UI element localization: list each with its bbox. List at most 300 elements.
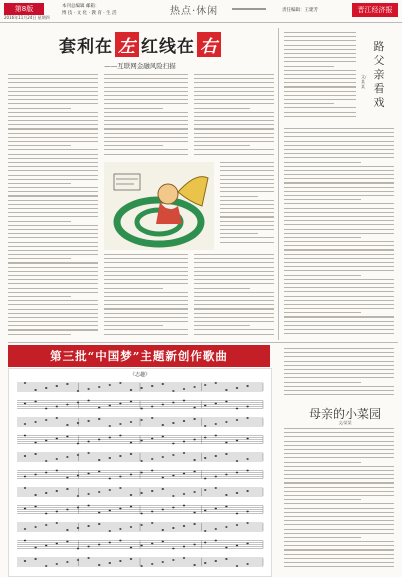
music-note	[225, 401, 227, 403]
text-line	[104, 329, 188, 330]
music-note	[109, 384, 111, 386]
music-note	[77, 422, 79, 424]
text-lines	[8, 74, 98, 335]
text-lines	[284, 32, 356, 117]
music-note	[77, 559, 79, 561]
text-line	[284, 157, 394, 158]
text-line	[284, 462, 361, 463]
music-note	[162, 541, 164, 543]
music-note	[183, 546, 185, 548]
music-note	[130, 442, 132, 444]
music-note	[162, 477, 164, 479]
text-line	[284, 441, 394, 442]
music-note	[87, 525, 89, 527]
text-line	[8, 133, 98, 134]
text-line	[104, 258, 188, 259]
text-line	[104, 112, 188, 113]
text-line	[284, 537, 361, 538]
text-line	[104, 262, 188, 263]
text-line	[104, 91, 188, 92]
text-line	[284, 457, 394, 458]
music-note	[130, 474, 132, 476]
text-line	[284, 153, 394, 154]
music-note	[34, 421, 36, 423]
text-line	[8, 141, 98, 142]
music-note	[140, 419, 142, 421]
music-note	[215, 423, 217, 425]
editor-credit: 责任编辑：王建芳	[282, 8, 318, 13]
music-note	[109, 437, 111, 439]
headline-part-1: 套利在	[59, 37, 113, 57]
text-line	[8, 103, 98, 104]
text-line	[8, 233, 98, 234]
music-note	[172, 495, 174, 497]
music-note	[98, 544, 100, 546]
text-line	[284, 57, 356, 58]
text-line	[8, 309, 98, 310]
text-line	[194, 288, 250, 289]
essay-column-top	[284, 32, 356, 124]
text-line	[284, 558, 394, 559]
header-line-2: 博 技 · 文 化 · 教 育 · 生 活	[62, 11, 117, 16]
music-note	[225, 558, 227, 560]
music-note	[183, 493, 185, 495]
music-note	[119, 528, 121, 530]
text-line	[284, 562, 394, 563]
text-line	[8, 254, 98, 255]
text-line	[284, 266, 394, 267]
music-note	[56, 490, 58, 492]
text-lines	[104, 254, 188, 335]
page-number-badge: 第8版	[4, 3, 44, 15]
text-line	[284, 245, 394, 246]
text-lines	[284, 348, 394, 395]
text-line	[8, 166, 98, 167]
music-note	[172, 559, 174, 561]
music-note	[193, 407, 195, 409]
text-line	[220, 187, 274, 188]
music-note	[183, 420, 185, 422]
text-line	[8, 275, 98, 276]
music-note	[34, 558, 36, 560]
text-line	[194, 120, 274, 121]
music-note	[246, 417, 248, 419]
music-note	[24, 487, 26, 489]
text-line	[284, 321, 394, 322]
music-note	[45, 565, 47, 567]
text-line	[284, 91, 356, 92]
text-line	[220, 208, 274, 209]
text-line	[284, 541, 394, 542]
essay-column-body	[284, 128, 394, 340]
music-note	[87, 420, 89, 422]
text-line	[284, 229, 394, 230]
text-line	[8, 74, 98, 75]
text-line	[8, 82, 98, 83]
text-line	[104, 149, 188, 150]
music-note	[66, 383, 68, 385]
text-line	[8, 99, 98, 100]
music-note	[236, 472, 238, 474]
text-line	[284, 516, 394, 517]
text-line	[8, 258, 71, 259]
music-note	[56, 417, 58, 419]
article-column-2-top	[104, 74, 188, 158]
text-line	[284, 377, 394, 378]
text-line	[284, 191, 394, 192]
music-note	[109, 457, 111, 459]
music-note	[66, 529, 68, 531]
text-line	[194, 99, 274, 100]
music-note	[66, 436, 68, 438]
music-note	[215, 455, 217, 457]
music-note	[66, 509, 68, 511]
music-note	[130, 389, 132, 391]
text-line	[284, 533, 394, 534]
text-line	[104, 103, 188, 104]
text-line	[284, 103, 334, 104]
text-line	[8, 334, 71, 335]
music-note	[193, 523, 195, 525]
text-line	[220, 179, 274, 180]
text-line	[8, 329, 98, 330]
music-note	[77, 390, 79, 392]
music-note	[236, 565, 238, 567]
music-note	[98, 512, 100, 514]
text-line	[8, 229, 98, 230]
music-note	[45, 545, 47, 547]
text-line	[284, 82, 356, 83]
music-note	[204, 562, 206, 564]
text-line	[284, 36, 356, 37]
text-line	[284, 296, 394, 297]
text-line	[104, 87, 188, 88]
text-line	[194, 116, 274, 117]
music-note	[87, 493, 89, 495]
text-line	[194, 283, 274, 284]
music-note	[162, 436, 164, 438]
text-line	[104, 145, 163, 146]
text-line	[8, 191, 98, 192]
music-score	[8, 368, 272, 577]
music-note	[98, 386, 100, 388]
music-note	[98, 459, 100, 461]
text-line	[194, 254, 274, 255]
music-note	[193, 471, 195, 473]
text-line	[284, 95, 356, 96]
music-note	[172, 475, 174, 477]
music-note	[162, 488, 164, 490]
text-line	[104, 300, 188, 301]
text-line	[284, 262, 394, 263]
music-note	[246, 470, 248, 472]
text-line	[8, 262, 98, 263]
music-note	[66, 561, 68, 563]
text-line	[8, 120, 98, 121]
text-line	[284, 445, 394, 446]
music-note	[151, 543, 153, 545]
music-note	[24, 540, 26, 542]
text-line	[8, 212, 98, 213]
music-note	[193, 491, 195, 493]
headline-box-right: 右	[197, 32, 221, 57]
text-line	[284, 70, 356, 71]
music-note	[109, 562, 111, 564]
music-note	[45, 472, 47, 474]
music-note	[151, 563, 153, 565]
text-line	[284, 224, 394, 225]
text-line	[284, 141, 394, 142]
text-line	[8, 78, 98, 79]
text-line	[284, 356, 394, 357]
music-note	[151, 406, 153, 408]
text-line	[8, 216, 98, 217]
music-note	[140, 545, 142, 547]
text-line	[8, 158, 98, 159]
text-line	[8, 271, 98, 272]
music-note	[98, 439, 100, 441]
music-note	[183, 400, 185, 402]
music-note	[45, 440, 47, 442]
text-line	[194, 313, 274, 314]
text-line	[104, 128, 188, 129]
text-lines	[194, 254, 274, 335]
text-line	[8, 154, 98, 155]
text-line	[284, 178, 394, 179]
headline-part-2: 红线在	[141, 37, 195, 57]
music-note	[87, 557, 89, 559]
text-line	[194, 275, 274, 276]
music-note	[162, 404, 164, 406]
text-line	[194, 271, 274, 272]
text-line	[104, 133, 188, 134]
text-line	[8, 170, 98, 171]
music-note	[246, 458, 248, 460]
text-line	[194, 141, 274, 142]
music-note	[172, 454, 174, 456]
music-note	[130, 494, 132, 496]
music-note	[204, 384, 206, 386]
text-line	[8, 296, 71, 297]
text-line	[284, 283, 394, 284]
text-line	[194, 321, 274, 322]
text-line	[284, 508, 394, 509]
music-note	[204, 489, 206, 491]
text-line	[284, 220, 394, 221]
article-column-3-mid	[220, 162, 274, 250]
text-line	[8, 95, 98, 96]
music-note	[215, 487, 217, 489]
music-note	[162, 529, 164, 531]
music-note	[140, 472, 142, 474]
text-line	[220, 237, 274, 238]
text-line	[284, 524, 394, 525]
text-line	[284, 470, 394, 471]
music-note	[183, 557, 185, 559]
music-note	[215, 560, 217, 562]
music-note	[66, 477, 68, 479]
text-line	[220, 204, 274, 205]
essay-title-vertical: 路父亲看戏	[373, 40, 385, 109]
music-note	[77, 443, 79, 445]
music-note	[45, 387, 47, 389]
music-note	[109, 478, 111, 480]
music-note	[140, 524, 142, 526]
header-info	[62, 3, 162, 17]
music-note	[87, 505, 89, 507]
music-note	[109, 405, 111, 407]
music-note	[183, 452, 185, 454]
music-note	[151, 522, 153, 524]
text-line	[194, 334, 274, 335]
music-note	[140, 565, 142, 567]
text-line	[284, 195, 394, 196]
text-line	[220, 162, 274, 163]
music-note	[77, 402, 79, 404]
text-line	[284, 529, 394, 530]
music-note	[119, 476, 121, 478]
text-line	[8, 162, 98, 163]
text-line	[220, 229, 274, 230]
music-note	[140, 408, 142, 410]
music-note	[236, 419, 238, 421]
text-line	[284, 386, 394, 387]
music-note	[34, 453, 36, 455]
text-line	[220, 225, 274, 226]
music-note	[56, 438, 58, 440]
text-line	[8, 179, 98, 180]
music-note	[119, 382, 121, 384]
music-note	[66, 456, 68, 458]
text-line	[284, 499, 361, 500]
text-line	[104, 288, 163, 289]
music-note	[45, 513, 47, 515]
music-note	[162, 456, 164, 458]
section-divider-horizontal	[8, 342, 398, 343]
music-note	[162, 509, 164, 511]
music-note	[130, 558, 132, 560]
music-note	[130, 547, 132, 549]
music-note	[87, 473, 89, 475]
song-title: 《志趣》	[129, 372, 150, 378]
text-line	[284, 99, 356, 100]
text-line	[284, 325, 394, 326]
music-note	[225, 506, 227, 508]
text-line	[284, 554, 394, 555]
music-note	[151, 417, 153, 419]
music-note	[66, 424, 68, 426]
text-line	[194, 317, 274, 318]
music-note	[109, 530, 111, 532]
text-line	[8, 149, 98, 150]
music-note	[56, 511, 58, 513]
text-line	[104, 108, 163, 109]
text-line	[284, 487, 394, 488]
article-column-3-bottom	[194, 254, 274, 342]
text-line	[194, 296, 274, 297]
text-lines	[284, 428, 394, 567]
text-line	[8, 325, 98, 326]
music-note	[87, 546, 89, 548]
text-line	[284, 116, 356, 117]
section-title: 热点·休闲	[170, 6, 219, 17]
music-note	[56, 563, 58, 565]
text-line	[8, 195, 98, 196]
text-line	[104, 283, 188, 284]
music-note	[109, 542, 111, 544]
text-line	[8, 108, 71, 109]
text-line	[104, 313, 188, 314]
text-line	[8, 116, 98, 117]
text-line	[194, 128, 274, 129]
text-line	[284, 333, 394, 334]
text-line	[194, 304, 274, 305]
text-lines	[194, 74, 274, 155]
text-line	[284, 495, 394, 496]
music-note	[172, 390, 174, 392]
text-line	[8, 250, 98, 251]
text-line	[104, 154, 188, 155]
music-note	[204, 437, 206, 439]
text-line	[8, 304, 98, 305]
music-note	[119, 487, 121, 489]
text-line	[104, 279, 188, 280]
music-note	[246, 543, 248, 545]
text-line	[8, 128, 98, 129]
music-note	[225, 421, 227, 423]
text-line	[284, 145, 394, 146]
text-line	[284, 449, 394, 450]
music-note	[236, 545, 238, 547]
music-note	[193, 439, 195, 441]
music-note	[172, 527, 174, 529]
music-note	[193, 386, 195, 388]
poem-body	[284, 428, 394, 572]
text-line	[284, 365, 394, 366]
text-line	[284, 40, 356, 41]
page-header	[0, 0, 402, 23]
text-line	[284, 453, 394, 454]
text-line	[8, 267, 98, 268]
text-line	[284, 373, 394, 374]
text-line	[194, 329, 274, 330]
music-note	[193, 459, 195, 461]
text-line	[284, 162, 361, 163]
music-note	[172, 548, 174, 550]
music-note	[45, 419, 47, 421]
music-note	[215, 528, 217, 530]
text-line	[8, 292, 98, 293]
music-note	[172, 402, 174, 404]
text-line	[8, 288, 98, 289]
music-note	[246, 438, 248, 440]
music-note	[225, 442, 227, 444]
text-line	[220, 191, 274, 192]
article-column-1	[8, 74, 98, 342]
score-staves	[9, 377, 271, 577]
text-line	[104, 137, 188, 138]
text-line	[8, 187, 98, 188]
music-note	[215, 435, 217, 437]
music-note	[34, 401, 36, 403]
text-line	[284, 49, 356, 50]
text-line	[194, 87, 274, 88]
text-line	[194, 78, 274, 79]
text-lines	[284, 128, 394, 334]
music-note	[246, 522, 248, 524]
text-line	[284, 86, 356, 87]
text-line	[284, 32, 356, 33]
